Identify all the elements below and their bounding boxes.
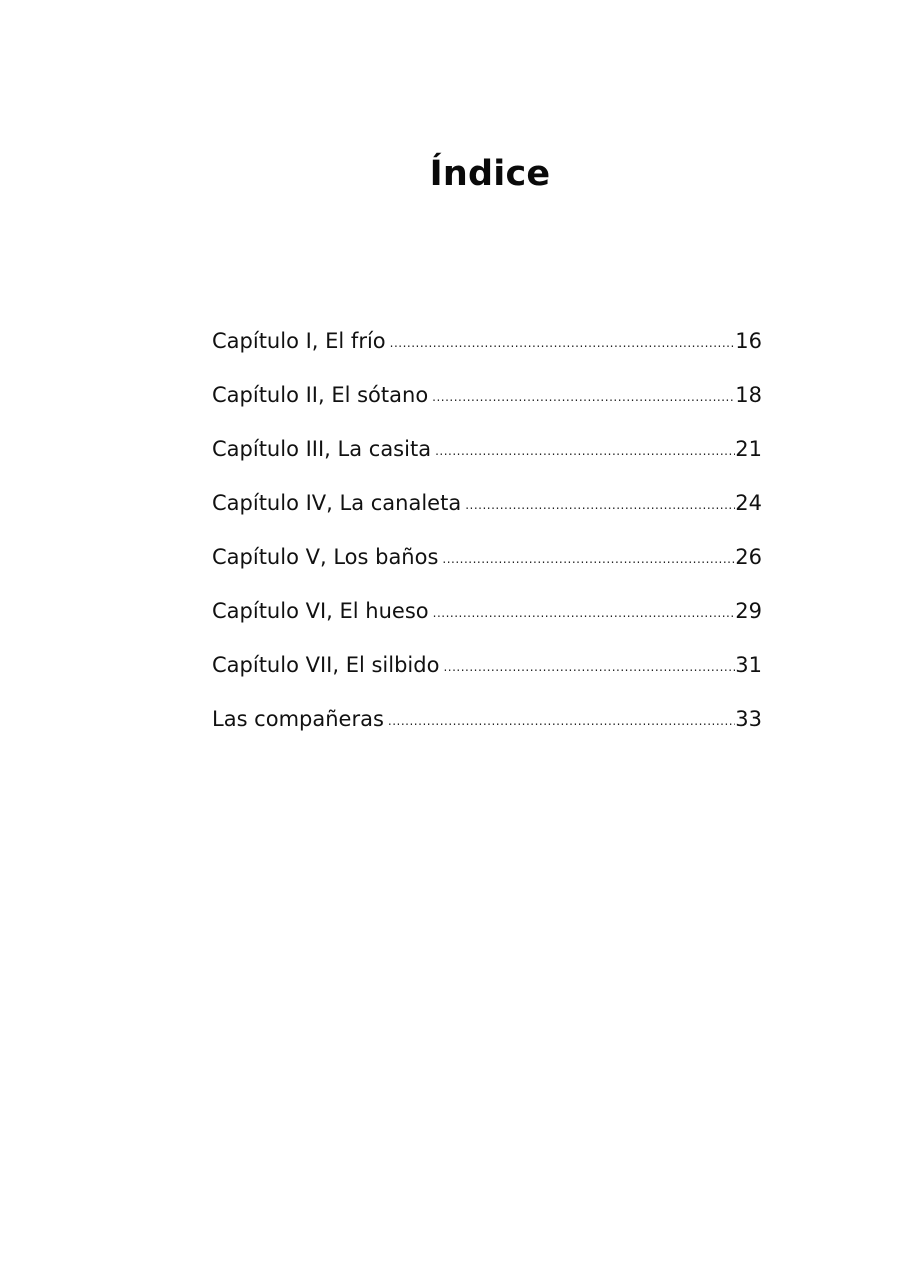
dot-leader: [432, 378, 735, 416]
toc-entry-page-number: 33: [735, 707, 762, 731]
toc-entry: [212, 646, 762, 700]
dot-leader: [390, 324, 736, 362]
dot-leader: [435, 432, 735, 470]
table-of-contents: [212, 322, 762, 754]
toc-entry: [212, 700, 762, 754]
toc-entry: [212, 430, 762, 484]
toc-entry-title: Las compañeras: [212, 707, 384, 731]
toc-entry-title: Capítulo V, Los baños: [212, 545, 439, 569]
toc-entry: [212, 484, 762, 538]
dot-leader: [442, 540, 735, 578]
toc-entry-page-number: 24: [735, 491, 762, 515]
toc-entry-page-number: 31: [735, 653, 762, 677]
toc-entry-page-number: 16: [735, 329, 762, 353]
toc-entry-title: Capítulo VII, El silbido: [212, 653, 440, 677]
toc-entry-page-number: 18: [735, 383, 762, 407]
toc-entry-page-number: 26: [735, 545, 762, 569]
dot-leader: [465, 486, 735, 524]
toc-entry-page-number: 29: [735, 599, 762, 623]
dot-leader: [443, 648, 735, 686]
toc-entry-title: Capítulo I, El frío: [212, 329, 386, 353]
toc-entry-title: Capítulo II, El sótano: [212, 383, 429, 407]
toc-entry: [212, 376, 762, 430]
toc-entry: [212, 322, 762, 376]
dot-leader: [388, 702, 735, 740]
toc-entry-title: Capítulo VI, El hueso: [212, 599, 429, 623]
toc-entry-page-number: 21: [735, 437, 762, 461]
toc-entry-title: Capítulo III, La casita: [212, 437, 432, 461]
toc-entry-title: Capítulo IV, La canaleta: [212, 491, 462, 515]
toc-entry: [212, 592, 762, 646]
dot-leader: [433, 594, 736, 632]
toc-entry: [212, 538, 762, 592]
page-title: Índice: [429, 154, 551, 194]
